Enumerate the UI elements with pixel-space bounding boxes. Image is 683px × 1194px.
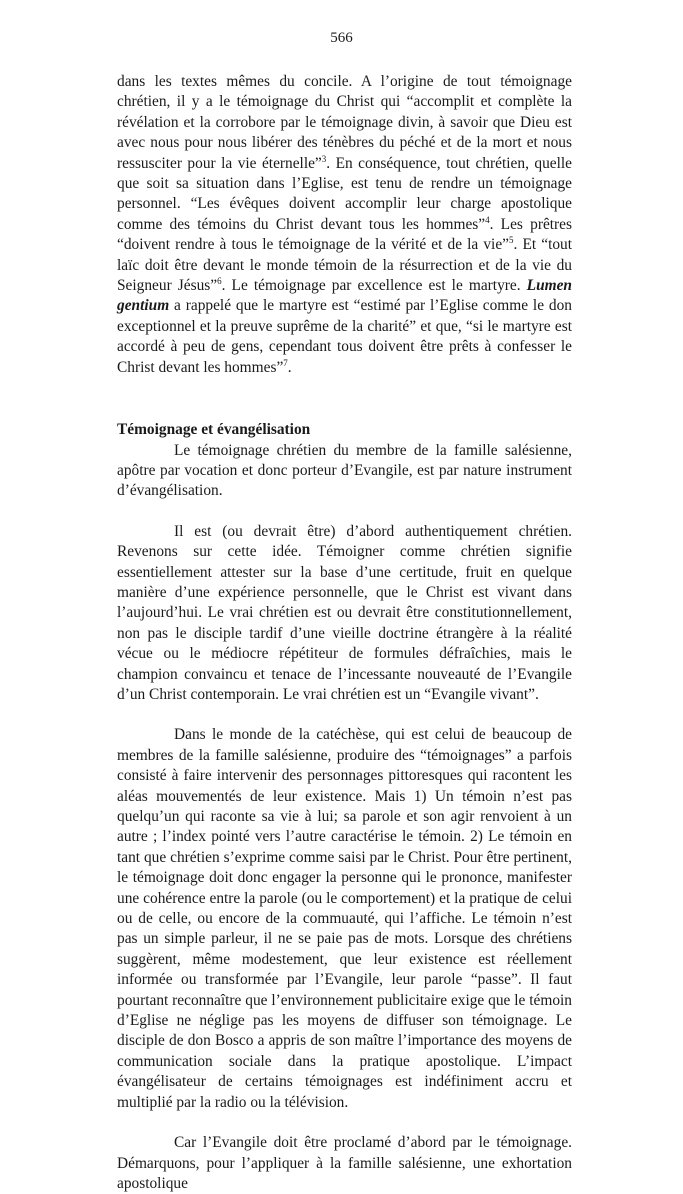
document-title-reference: Lumen gentium xyxy=(117,277,572,315)
footnote-ref-4: 4 xyxy=(485,214,490,225)
paragraph-gospel-proclaimed: Car l’Evangile doit être proclamé d’abord par le témoignage. Démarquons, pour l’appliquer à la famille salésienne, une exhortation apostolique xyxy=(117,1134,572,1192)
section-heading: Témoignage et évangélisation xyxy=(117,421,311,439)
paragraph-text: . Le témoignage par excellence est le martyre. xyxy=(221,277,527,295)
paragraph-evangelisation-intro: Le témoignage chrétien du membre de la famille salésienne, apôtre par vocation et donc porteur d’Evangile, est par nature instrument d’évangélisation. xyxy=(117,441,572,500)
paragraph-text: . Et “tout laïc doit être devant le monde témoin de la résurrection et de la vie du Seigneur Jésus” xyxy=(117,236,573,295)
paragraph-text: dans les textes mêmes du concile. A l’origine de tout témoignage chrétien, il y a le témoignage du Christ qui “accomplit et complète la révélation et la corrobore par le témoignage divin, à savoir que Dieu est avec nous pour nous libérer des ténèbres du péché et de la mort et nous ressusciter pour la vie éternelle” xyxy=(117,73,572,172)
paragraph-spacer xyxy=(117,502,572,522)
footnote-ref-5: 5 xyxy=(509,235,514,246)
paragraph-authentic-christian: Il est (ou devrait être) d’abord authentiquement chrétien. Revenons sur cette idée. Témoigner comme chrétien signifie essentiellement attester sur la base d’une certitude, fruit en quelque manière d’une expérience personnelle, que le Christ est vivant dans l’aujourd’hui. Le vrai chrétien est ou devrait être constitutionnellement, non pas le disciple tardif d’une vieille doctrine étrangère à la réalité vécue ou le médiocre répétiteur de formules défraîchies, mais le champion convaincu et tenace de l’incessante nouveauté de l’Evangile d’un Christ contemporain. Le vrai chrétien est un “Evangile vivant”. xyxy=(117,522,572,703)
page-body xyxy=(117,72,572,1194)
paragraph-catechesis-witnesses: Dans le monde de la catéchèse, qui est celui de beaucoup de membres de la famille salésienne, produire des “témoignages” a parfois consisté à faire intervenir des personnages pittoresques qui racontent les aléas mouvementés de leur existence. Mais 1) Un témoin n’est pas quelqu’un qui raconte sa vie à lui; sa parole et son agir renvoient à un autre ; l’index pointé vers l’autre caractérise le témoin. 2) Le témoin en tant que chrétien s’exprime comme saisi par le Christ. Pour être pertinent, le témoignage doit donc engager la personne qui le prononce, manifester une cohérence entre la parole (ou le comportement) et la pratique de celui ou de celle, ou encore de la commuauté, qui l’affiche. Le témoin n’est pas un simple parleur, il ne se paie pas de mots. Lorsque des chrétiens suggèrent, même modestement, que leur existence est réellement informée ou transformée par l’Evangile, leur parole “passe”. Il faut pourtant reconnaître que l’environnement publicitaire exige que le témoin d’Eglise ne néglige pas les moyens de diffuser son témoignage. Le disciple de don Bosco a appris de son maître l’importance des moyens de communication sociale dans la pratique apostolique. L’impact évangélisateur de certains témoignages est indéfiniment accru et multiplié par la radio ou la télévision. xyxy=(117,726,572,1111)
footnote-ref-6: 6 xyxy=(217,275,222,286)
page-number: 566 xyxy=(330,30,353,46)
section-spacer xyxy=(117,378,572,420)
paragraph-text: . xyxy=(287,358,292,376)
paragraph-text: . Les prêtres “doivent rendre à tous le témoignage de la vérité et de la vie” xyxy=(117,215,572,254)
paragraph-spacer xyxy=(117,705,572,725)
footnote-ref-3: 3 xyxy=(321,153,327,164)
paragraph-testimony-of-christ xyxy=(117,72,572,378)
paragraph-text: . En conséquence, tout chrétien, quelle que soit sa situation dans l’Eglise, est tenu de rendre un témoignage personnel. “Les évêques doivent accomplir leur charge apostolique comme des témoins du Christ devant tous les hommes” xyxy=(117,154,573,233)
paragraph-spacer xyxy=(117,1113,572,1133)
footnote-ref-7: 7 xyxy=(283,357,288,368)
paragraph-text: a rappelé que le martyre est “estimé par l’Eglise comme le don exceptionnel et la preuve suprême de la charité” et que, “si le martyre est accordé à peu de gens, cependant tous doivent être prêts à confesser le Christ devant les hommes” xyxy=(117,297,572,376)
